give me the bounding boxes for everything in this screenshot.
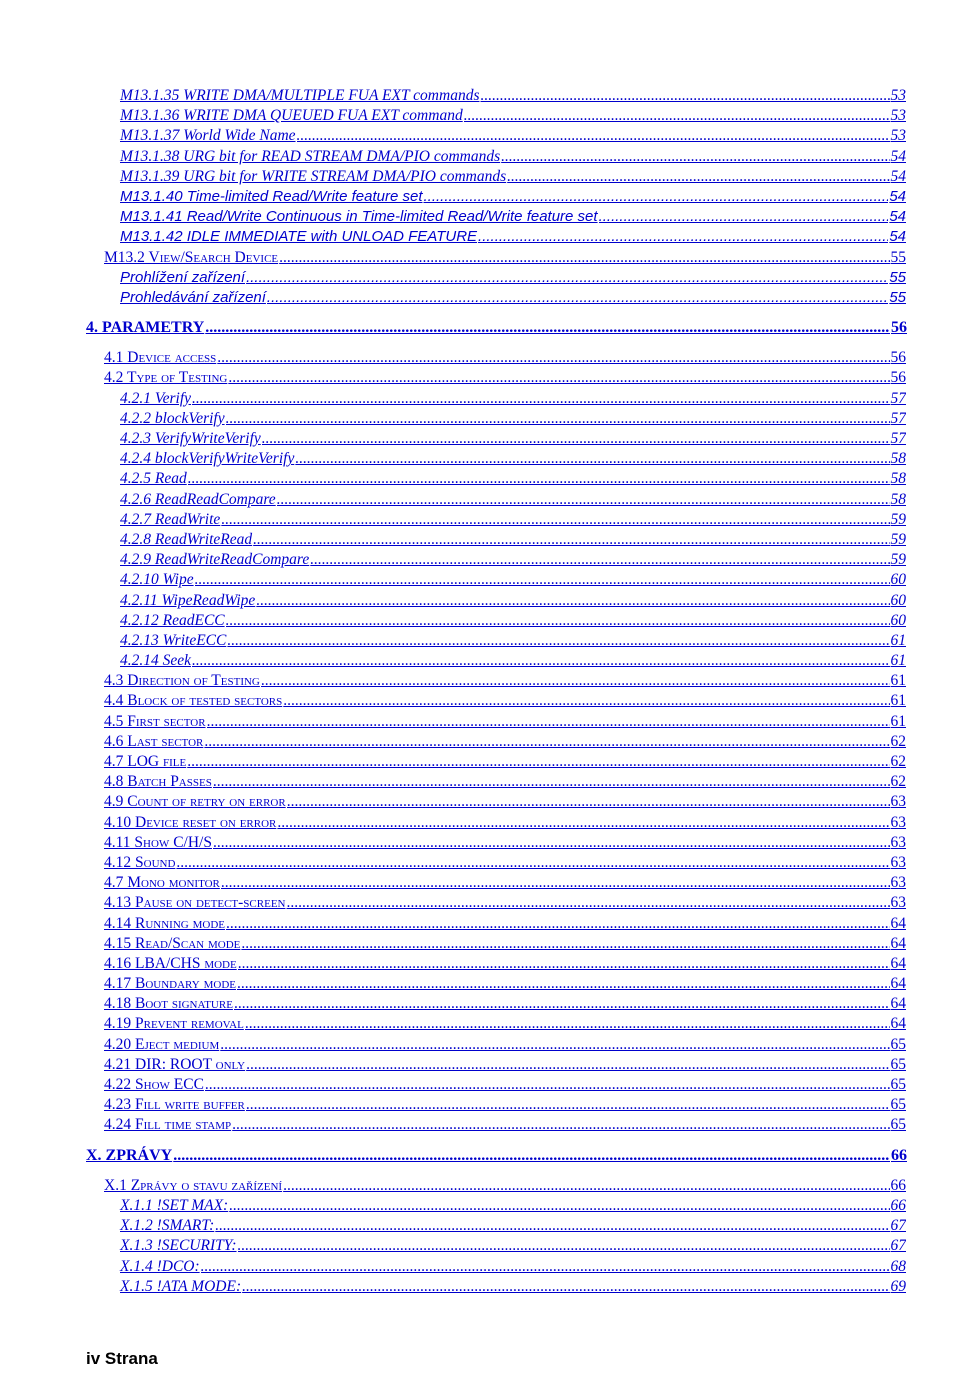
toc-entry[interactable] <box>0 671 906 691</box>
toc-leader-dots <box>192 389 889 409</box>
toc-entry[interactable] <box>0 469 906 489</box>
toc-entry[interactable] <box>0 227 906 247</box>
toc-entry[interactable] <box>0 934 906 954</box>
toc-entry-title: 4.11 Show C/H/S <box>104 833 212 851</box>
toc-page-number: 54 <box>889 187 906 205</box>
toc-page-number: 59 <box>890 510 906 528</box>
toc-leader-dots <box>187 752 889 772</box>
toc-leader-dots <box>295 449 889 469</box>
toc-page-number: 54 <box>889 208 906 226</box>
toc-entry[interactable] <box>0 712 906 732</box>
toc-entry-title: 4.2.9 ReadWriteReadCompare <box>120 551 310 569</box>
toc-leader-dots <box>262 429 890 449</box>
toc-leader-dots <box>238 1236 890 1256</box>
toc-entry-title: Prohlížení zařízení <box>120 268 246 286</box>
toc-entry-title: 4.7 Mono monitor <box>104 874 220 892</box>
toc-entry-title: 4.17 Boundary mode <box>104 975 236 993</box>
toc-entry-title: 4.2.2 blockVerify <box>120 409 225 427</box>
toc-entry[interactable] <box>0 348 906 368</box>
toc-page-number: 53 <box>890 107 906 125</box>
toc-entry-title: 4.1 Device access <box>104 349 217 367</box>
toc-page-number: 66 <box>891 1146 907 1164</box>
toc-leader-dots <box>297 126 890 146</box>
toc-entry[interactable] <box>0 974 906 994</box>
toc-leader-dots <box>173 1146 890 1166</box>
toc-entry-title: M13.1.36 WRITE DMA QUEUED FUA EXT command <box>120 107 463 125</box>
toc-page-number: 63 <box>890 833 906 851</box>
toc-leader-dots <box>238 954 890 974</box>
toc-entry-title: 4.20 Eject medium <box>104 1035 220 1053</box>
toc-entry-title: M13.2 View/Search Device <box>104 248 279 266</box>
toc-page-number: 61 <box>890 631 906 649</box>
toc-leader-dots <box>501 147 889 167</box>
toc-entry-title: 4.21 DIR: ROOT only <box>104 1055 246 1073</box>
toc-entry[interactable] <box>0 126 906 146</box>
toc-page-number: 67 <box>890 1237 906 1255</box>
toc-entry[interactable] <box>0 893 906 913</box>
toc-entry[interactable] <box>0 1257 906 1277</box>
toc-entry[interactable] <box>0 1035 906 1055</box>
toc-leader-dots <box>195 570 890 590</box>
toc-entry[interactable] <box>0 752 906 772</box>
toc-entry-title: 4.2.14 Seek <box>120 652 192 670</box>
toc-leader-dots <box>246 1095 890 1115</box>
toc-leader-dots <box>205 318 890 338</box>
toc-entry[interactable] <box>0 429 906 449</box>
toc-entry-title: 4.2.10 Wipe <box>120 571 194 589</box>
toc-leader-dots <box>310 550 889 570</box>
toc-leader-dots <box>478 227 888 247</box>
toc-page-number: 60 <box>890 591 906 609</box>
toc-entry-title: 4.19 Prevent removal <box>104 1015 244 1033</box>
toc-page-number: 61 <box>890 692 906 710</box>
toc-entry-title: 4.22 Show ECC <box>104 1076 204 1093</box>
toc-entry-title: M13.1.39 URG bit for WRITE STREAM DMA/PIO commands <box>120 167 507 185</box>
toc-page-number: 63 <box>890 853 906 871</box>
toc-leader-dots <box>245 1014 890 1034</box>
toc-entry-title: X.1 Zprávy o stavu zařízení <box>104 1176 283 1194</box>
toc-leader-dots <box>261 671 890 691</box>
toc-page-number: 58 <box>890 490 906 508</box>
toc-leader-dots <box>279 248 889 268</box>
toc-leader-dots <box>221 510 889 530</box>
toc-entry-title: 4.2.12 ReadECC <box>120 611 225 629</box>
toc-entry-title: 4.12 Sound <box>104 853 176 871</box>
toc-leader-dots <box>221 873 890 893</box>
toc-entry[interactable] <box>0 591 906 611</box>
toc-page-number: 63 <box>890 813 906 831</box>
toc-page-number: 61 <box>890 652 906 670</box>
toc-page-number: 60 <box>890 571 906 589</box>
toc-entry[interactable] <box>0 1146 907 1166</box>
toc-page-number: 60 <box>890 611 906 629</box>
toc-page-number: 55 <box>889 288 906 306</box>
toc-entry-title: 4.2.6 ReadReadCompare <box>120 490 276 508</box>
toc-entry-title: 4.2.5 Read <box>120 470 187 488</box>
toc-entry[interactable] <box>0 106 906 126</box>
toc-entry[interactable] <box>0 1014 906 1034</box>
toc-page-number: 65 <box>890 1116 906 1134</box>
toc-page-number: 59 <box>890 551 906 569</box>
toc-entry[interactable] <box>0 1196 906 1216</box>
toc-page-number: 53 <box>890 127 906 145</box>
toc-entry[interactable] <box>0 389 906 409</box>
toc-entry[interactable] <box>0 207 906 227</box>
toc-page-number: 61 <box>890 712 906 730</box>
toc-entry[interactable] <box>0 914 906 934</box>
toc-leader-dots <box>213 772 890 792</box>
toc-leader-dots <box>283 691 889 711</box>
toc-page-number: 58 <box>890 450 906 468</box>
toc-leader-dots <box>242 1277 889 1297</box>
toc-leader-dots <box>267 288 888 308</box>
toc-entry[interactable] <box>0 288 906 308</box>
toc-page-number: 66 <box>890 1196 906 1214</box>
toc-entry[interactable] <box>0 631 906 651</box>
toc-entry[interactable] <box>0 268 906 288</box>
toc-entry[interactable] <box>0 1095 906 1115</box>
toc-page-number: 65 <box>890 1055 906 1073</box>
toc-page-number: 63 <box>890 793 906 811</box>
toc-entry-title: 4.2.3 VerifyWriteVerify <box>120 430 261 447</box>
toc-entry-title: M13.1.37 World Wide Name <box>120 127 296 145</box>
toc-page-number: 63 <box>890 894 906 912</box>
toc-leader-dots <box>464 106 890 126</box>
toc-entry[interactable] <box>0 86 906 106</box>
toc-leader-dots <box>207 712 890 732</box>
toc-leader-dots <box>229 1196 889 1216</box>
toc-entry[interactable] <box>0 691 906 711</box>
toc-entry-title: 4.5 First sector <box>104 712 206 730</box>
toc-leader-dots <box>226 611 890 631</box>
toc-entry[interactable] <box>0 954 906 974</box>
toc-entry[interactable] <box>0 772 906 792</box>
toc-page-number: 64 <box>890 954 906 972</box>
toc-entry[interactable] <box>0 853 906 873</box>
toc-entry[interactable] <box>0 368 906 388</box>
toc-page-number: 56 <box>890 349 906 367</box>
toc-entry-title: 4.10 Device reset on error <box>104 813 277 831</box>
toc-entry-title: 4.14 Running mode <box>104 914 225 932</box>
toc-entry-title: 4.8 Batch Passes <box>104 773 212 791</box>
toc-entry[interactable] <box>0 187 906 207</box>
toc-entry[interactable] <box>0 994 906 1014</box>
toc-entry-title: 4.2.4 blockVerifyWriteVerify <box>120 450 295 468</box>
toc-entry[interactable] <box>0 1075 906 1095</box>
toc-leader-dots <box>283 1176 889 1196</box>
toc-page-number: 57 <box>890 430 906 447</box>
toc-page-number: 54 <box>890 167 906 185</box>
toc-entry[interactable] <box>0 1176 906 1196</box>
toc-entry-title: X.1.4 !DCO: <box>120 1257 200 1275</box>
page-footer: iv Strana <box>86 1349 158 1368</box>
toc-leader-dots <box>213 833 890 853</box>
toc-page-number: 56 <box>891 319 907 337</box>
toc-page-number: 67 <box>890 1217 906 1235</box>
toc-leader-dots <box>234 994 890 1014</box>
toc-page-number: 62 <box>890 732 906 750</box>
toc-page-number: 64 <box>890 914 906 932</box>
toc-page-number: 62 <box>890 753 906 770</box>
toc-entry[interactable] <box>0 167 906 187</box>
toc-entry-title: 4. PARAMETRY <box>86 319 205 337</box>
toc-page-number: 64 <box>890 1015 906 1033</box>
toc-leader-dots <box>192 651 889 671</box>
toc-page-number: 65 <box>890 1035 906 1053</box>
toc-entry[interactable] <box>0 449 906 469</box>
toc-entry[interactable] <box>0 732 906 752</box>
toc-leader-dots <box>176 853 889 873</box>
toc-page-number: 64 <box>890 975 906 993</box>
toc-entry-title: 4.6 Last sector <box>104 732 204 750</box>
toc-leader-dots <box>423 187 888 207</box>
toc-entry[interactable] <box>0 1277 906 1297</box>
toc-entry-title: 4.2 Type of Testing <box>104 369 228 387</box>
toc-leader-dots <box>227 631 889 651</box>
toc-page-number: 53 <box>890 87 906 104</box>
toc-page-number: 64 <box>890 934 906 952</box>
toc-entry[interactable] <box>0 570 906 590</box>
toc-entry-title: 4.16 LBA/CHS mode <box>104 954 237 972</box>
toc-entry[interactable] <box>0 833 906 853</box>
toc-leader-dots <box>241 934 889 954</box>
toc-entry-title: Prohledávání zařízení <box>120 288 266 306</box>
toc-page-number: 54 <box>890 147 906 165</box>
toc-leader-dots <box>204 732 889 752</box>
toc-page-number: 62 <box>890 773 906 791</box>
toc-page-number: 68 <box>890 1257 906 1275</box>
toc-entry-title: X.1.2 !SMART: <box>120 1217 215 1235</box>
toc-leader-dots <box>507 167 889 187</box>
toc-leader-dots <box>246 1055 889 1075</box>
toc-entry-title: 4.7 LOG file <box>104 753 187 770</box>
toc-leader-dots <box>220 1035 889 1055</box>
toc-entry-title: 4.2.11 WipeReadWipe <box>120 591 256 609</box>
toc-leader-dots <box>253 530 889 550</box>
footer-rule <box>86 1340 906 1341</box>
toc-page-number: 69 <box>890 1277 906 1295</box>
toc-leader-dots <box>188 469 890 489</box>
toc-leader-dots <box>277 490 890 510</box>
toc-entry-title: 4.9 Count of retry on error <box>104 793 286 811</box>
toc-page-number: 66 <box>890 1176 906 1194</box>
toc-leader-dots <box>277 813 889 833</box>
toc-leader-dots <box>226 914 890 934</box>
toc-entry-title: 4.3 Direction of Testing <box>104 672 260 690</box>
toc-leader-dots <box>256 591 889 611</box>
toc-entry-title: X.1.1 !SET MAX: <box>120 1196 229 1214</box>
toc-entry[interactable] <box>0 147 906 167</box>
toc-leader-dots <box>246 268 888 288</box>
toc-entry-title: M13.1.42 IDLE IMMEDIATE with UNLOAD FEATURE <box>120 228 478 246</box>
toc-entry[interactable] <box>0 651 906 671</box>
toc-entry[interactable] <box>0 490 906 510</box>
toc-entry[interactable] <box>0 550 906 570</box>
table-of-contents <box>0 86 960 1297</box>
toc-page-number: 55 <box>890 248 906 266</box>
toc-page-number: 55 <box>889 268 906 286</box>
toc-entry[interactable] <box>0 813 906 833</box>
toc-leader-dots <box>480 86 889 106</box>
toc-leader-dots <box>287 792 890 812</box>
toc-page-number: 57 <box>890 409 906 427</box>
toc-entry-title: X. ZPRÁVY <box>86 1146 173 1164</box>
toc-entry[interactable] <box>0 530 906 550</box>
toc-leader-dots <box>226 409 890 429</box>
toc-page-number: 65 <box>890 1096 906 1114</box>
toc-page-number: 64 <box>890 995 906 1013</box>
toc-entry-title: 4.13 Pause on detect-screen <box>104 894 286 912</box>
toc-entry-title: 4.15 Read/Scan mode <box>104 934 241 952</box>
toc-entry-title: 4.24 Fill time stamp <box>104 1116 232 1134</box>
toc-entry[interactable] <box>0 510 906 530</box>
toc-leader-dots <box>286 893 889 913</box>
toc-leader-dots <box>201 1257 890 1277</box>
toc-page-number: 57 <box>890 389 906 407</box>
toc-entry-title: 4.23 Fill write buffer <box>104 1096 245 1114</box>
toc-leader-dots <box>217 348 889 368</box>
toc-entry-title: 4.2.8 ReadWriteRead <box>120 530 253 548</box>
toc-entry[interactable] <box>0 1236 906 1256</box>
toc-page-number: 63 <box>890 874 906 892</box>
toc-entry-title: 4.2.1 Verify <box>120 389 192 407</box>
toc-entry[interactable] <box>0 792 906 812</box>
toc-entry[interactable] <box>0 248 906 268</box>
toc-leader-dots <box>215 1216 889 1236</box>
toc-entry[interactable] <box>0 1055 906 1075</box>
toc-entry[interactable] <box>0 1216 906 1236</box>
toc-leader-dots <box>205 1075 890 1095</box>
toc-entry[interactable] <box>0 318 907 338</box>
toc-entry-title: M13.1.38 URG bit for READ STREAM DMA/PIO commands <box>120 147 501 165</box>
toc-entry-title: X.1.5 !ATA MODE: <box>120 1277 242 1295</box>
toc-page-number: 59 <box>890 530 906 548</box>
toc-leader-dots <box>237 974 890 994</box>
toc-entry-title: 4.18 Boot signature <box>104 995 233 1013</box>
toc-entry-title: X.1.3 !SECURITY: <box>120 1237 237 1255</box>
toc-leader-dots <box>232 1115 889 1135</box>
toc-entry[interactable] <box>0 1115 906 1135</box>
toc-entry-title: 4.4 Block of tested sectors <box>104 692 283 710</box>
toc-entry-title: M13.1.41 Read/Write Continuous in Time-limited Read/Write feature set <box>120 208 598 226</box>
toc-leader-dots <box>228 368 889 388</box>
toc-page-number: 54 <box>889 228 906 246</box>
toc-entry-title: 4.2.13 WriteECC <box>120 631 227 649</box>
toc-page-number: 65 <box>890 1076 906 1093</box>
toc-entry[interactable] <box>0 873 906 893</box>
toc-page-number: 58 <box>890 470 906 488</box>
toc-page-number: 56 <box>890 369 906 387</box>
toc-entry[interactable] <box>0 611 906 631</box>
toc-leader-dots <box>599 207 889 227</box>
toc-entry[interactable] <box>0 409 906 429</box>
toc-page-number: 61 <box>890 672 906 690</box>
toc-entry-title: M13.1.40 Time-limited Read/Write feature set <box>120 187 423 205</box>
toc-entry-title: 4.2.7 ReadWrite <box>120 510 221 528</box>
toc-entry-title: M13.1.35 WRITE DMA/MULTIPLE FUA EXT commands <box>120 87 480 104</box>
